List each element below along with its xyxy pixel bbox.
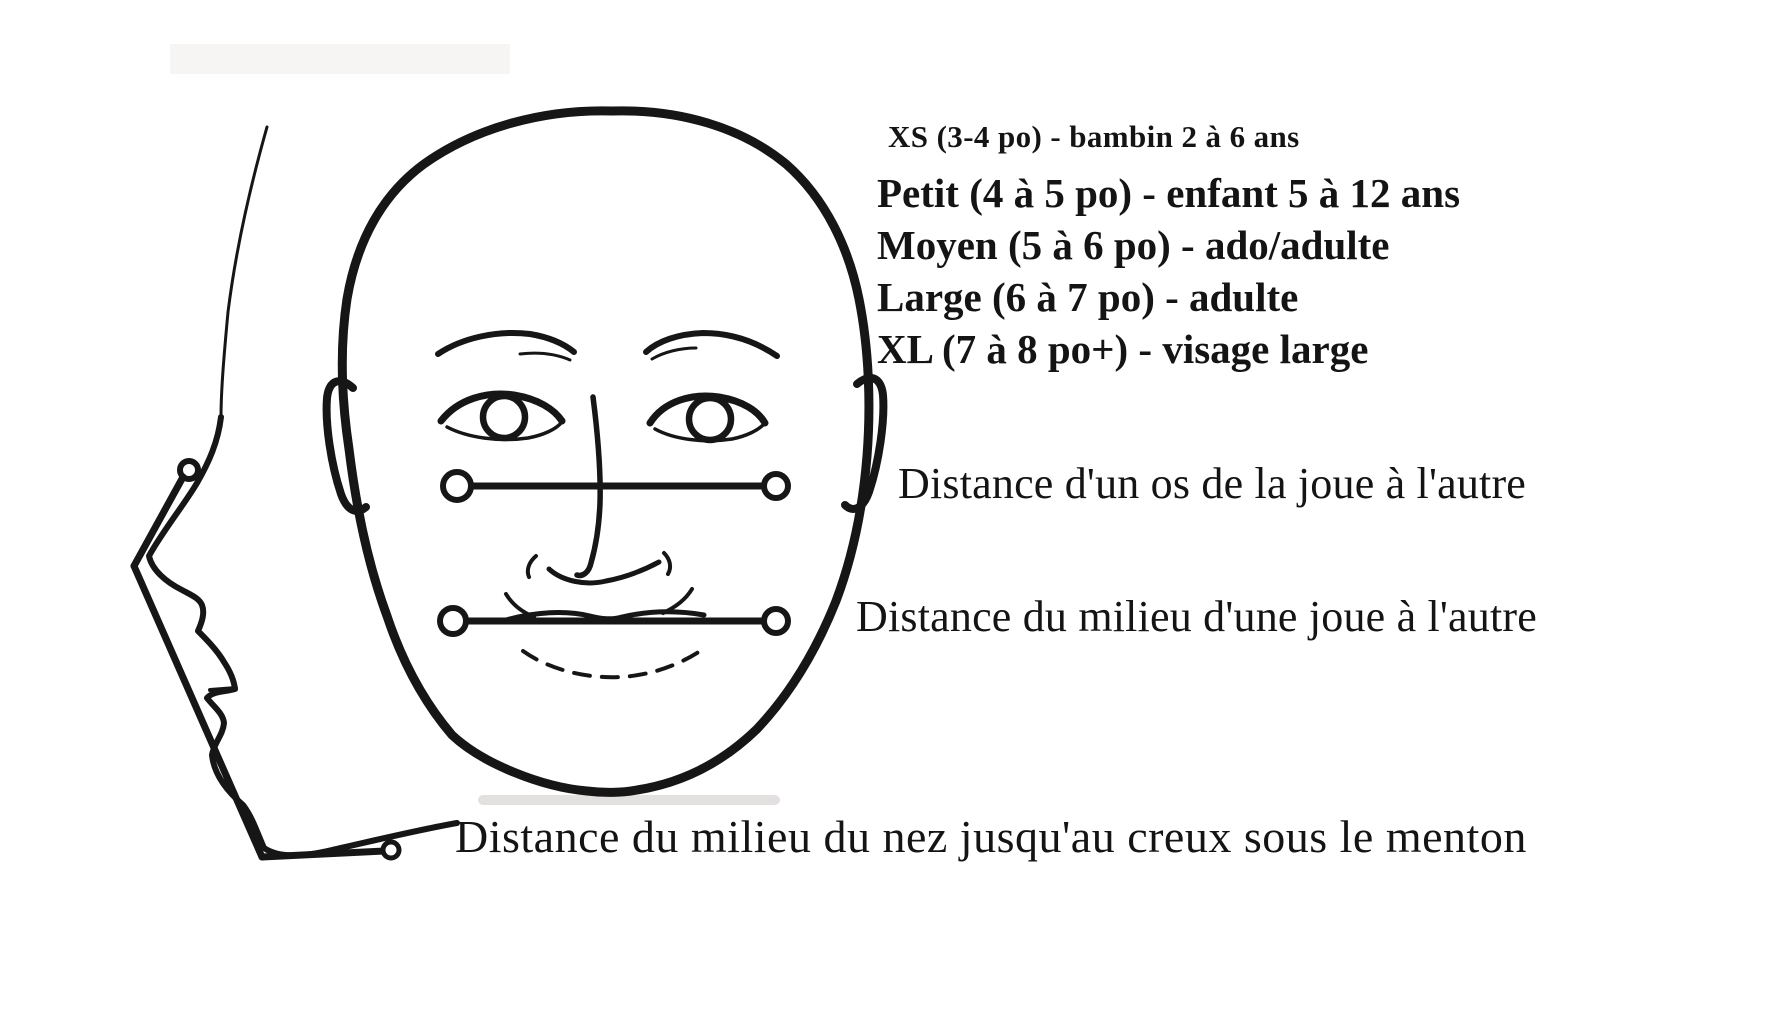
size-option-moyen: Moyen (5 à 6 po) - ado/adulte <box>877 222 1390 268</box>
right-eye <box>650 396 765 441</box>
cheek-mid-distance-label: Distance du milieu d'une joue à l'autre <box>856 592 1537 641</box>
nose-chin-distance-label: Distance du milieu du nez jusqu'au creux sous le menton <box>455 811 1527 862</box>
size-option-xs: XS (3-4 po) - bambin 2 à 6 ans <box>888 119 1300 154</box>
cheekbone-endpoint-right <box>764 474 788 498</box>
right-eyebrow-accent <box>652 348 696 359</box>
cheek-mid-endpoint-left <box>440 608 466 634</box>
profile-mouth-slit <box>210 688 236 690</box>
nose-wing-left <box>528 556 536 577</box>
front-face-drawing <box>327 111 884 793</box>
left-iris <box>483 396 525 438</box>
nose-base <box>549 562 659 583</box>
left-eye <box>441 394 562 440</box>
cheekbone-endpoint-left <box>443 472 471 500</box>
front-face-outline <box>342 111 869 793</box>
lower-lip <box>523 649 703 677</box>
size-option-xl: XL (7 à 8 po+) - visage large <box>877 326 1369 372</box>
size-option-large: Large (6 à 7 po) - adulte <box>877 274 1299 320</box>
pin-circle-chin <box>383 842 399 858</box>
cheekbone-distance-label: Distance d'un os de la joue à l'autre <box>898 459 1527 508</box>
cheek-mid-measure-line <box>440 608 788 634</box>
profile-forehead-line <box>221 127 267 417</box>
nose-wing-right <box>664 553 670 574</box>
pin-segment-lower <box>134 566 262 857</box>
cheekbone-measure-line <box>443 472 788 500</box>
cheek-mid-endpoint-right <box>764 609 788 633</box>
left-eyebrow-accent <box>520 353 570 360</box>
left-eyebrow <box>438 333 574 354</box>
profile-face-drawing <box>134 127 457 858</box>
size-chart-list <box>877 167 1460 375</box>
pin-segment-upper <box>134 477 183 566</box>
right-iris <box>689 398 731 440</box>
size-option-petit: Petit (4 à 5 po) - enfant 5 à 12 ans <box>877 170 1461 216</box>
profile-outline <box>149 417 457 855</box>
